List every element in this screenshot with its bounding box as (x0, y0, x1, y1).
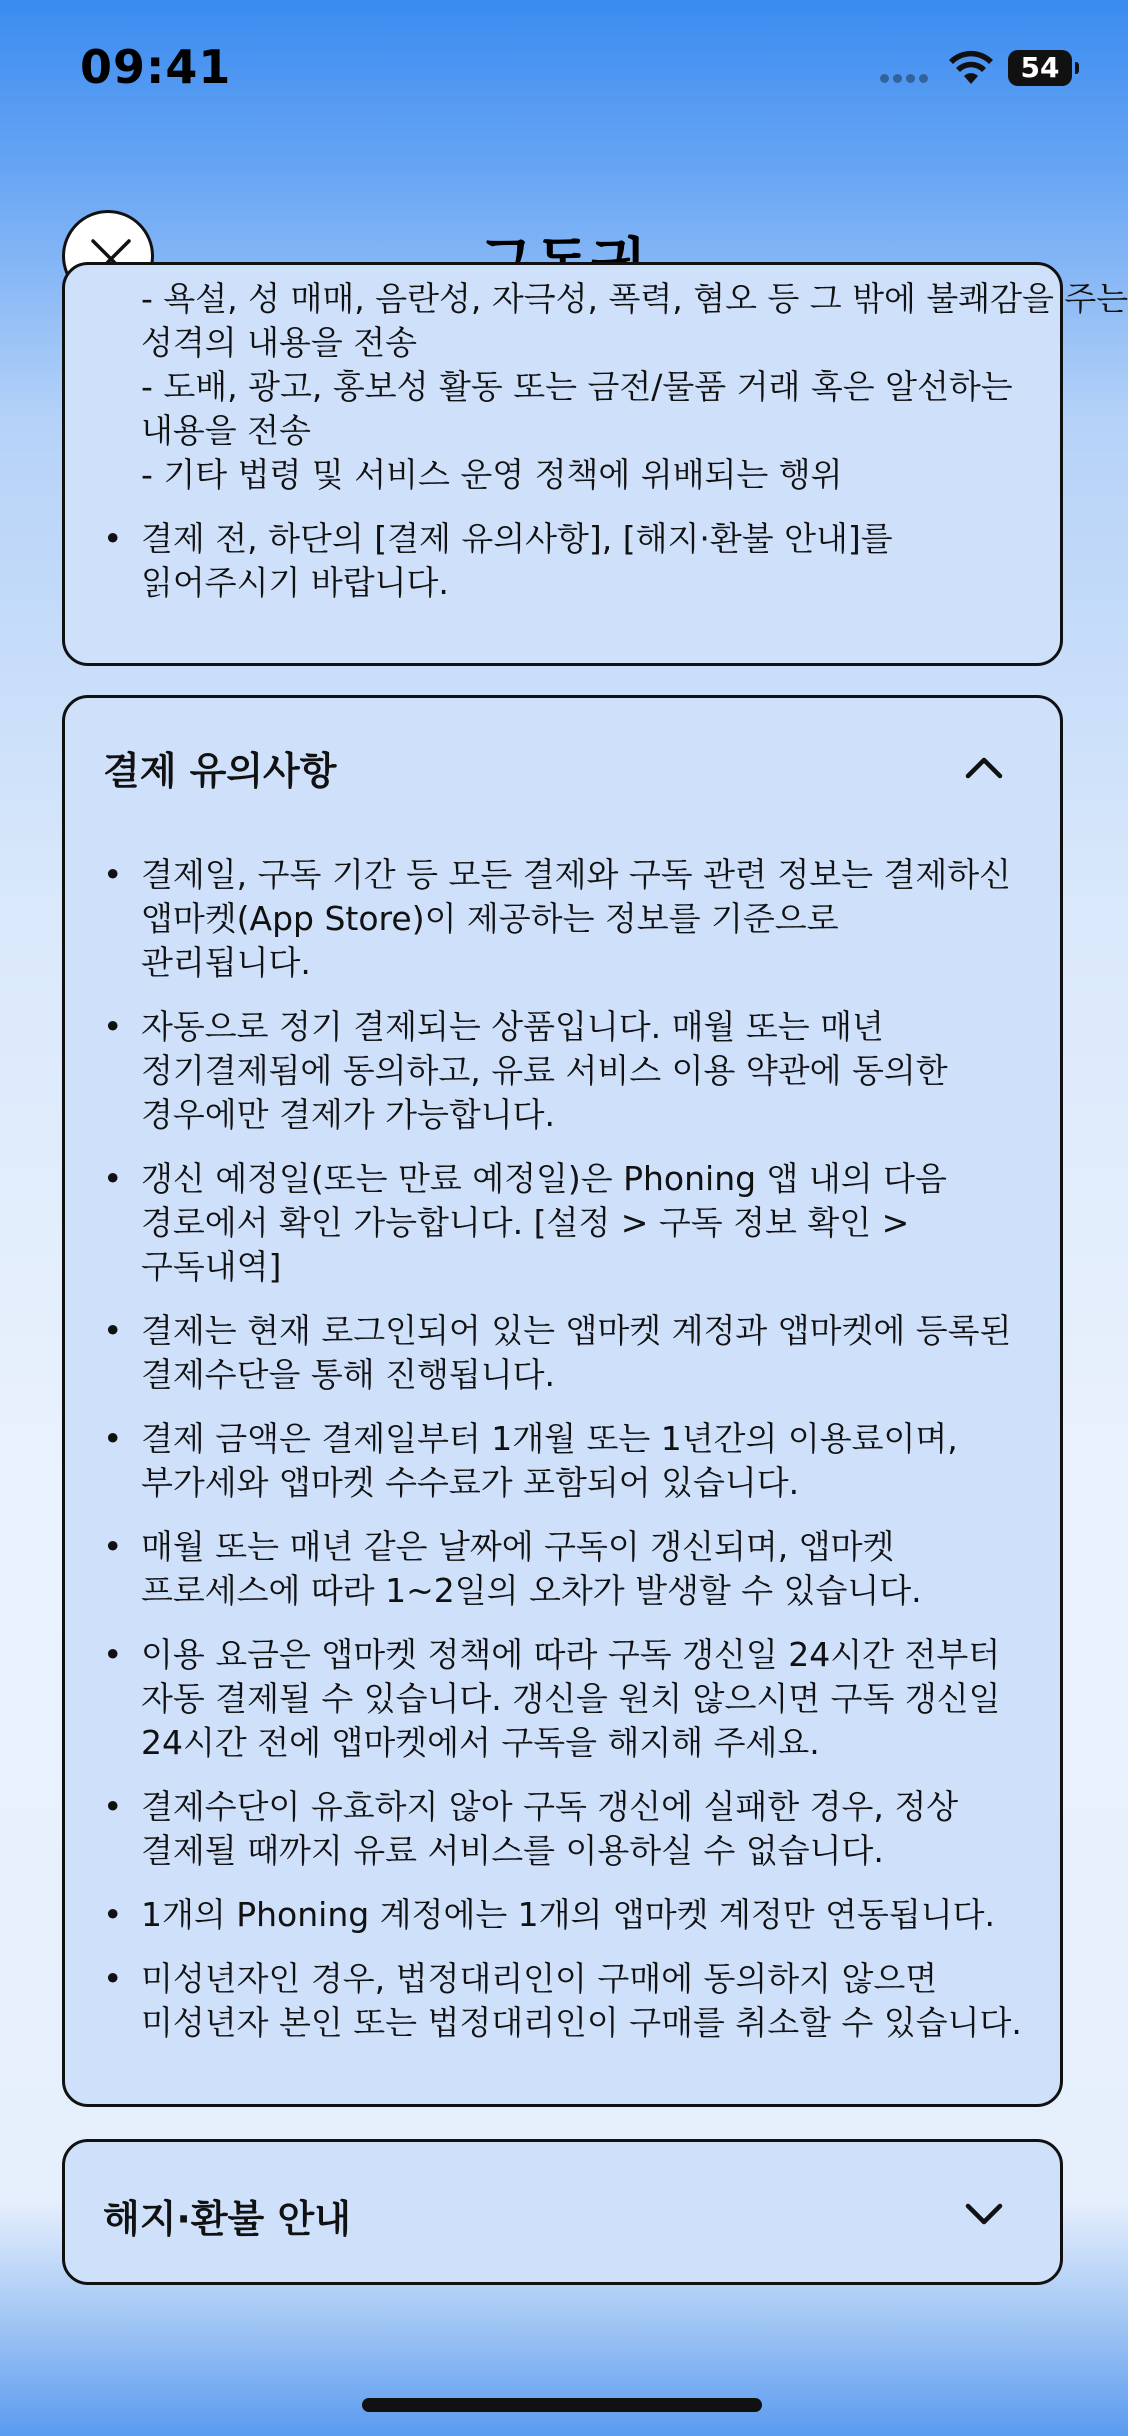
terms-text-line: 읽어주시기 바랍니다. (141, 563, 449, 602)
list-item-line: 정기결제됨에 동의하고, 유료 서비스 이용 약관에 동의한 (141, 1051, 948, 1090)
list-item-line: 이용 요금은 앱마켓 정책에 따라 구독 갱신일 24시간 전부터 (141, 1635, 1001, 1674)
bullet-dot: • (103, 519, 123, 558)
list-item-line: 관리됩니다. (141, 943, 311, 982)
bullet-dot: • (103, 1419, 123, 1458)
terms-text-line: 내용을 전송 (141, 411, 311, 450)
bullet-dot: • (103, 1311, 123, 1350)
list-item-line: 경로에서 확인 가능합니다. [설정 > 구독 정보 확인 > (141, 1203, 910, 1242)
bullet-dot: • (103, 1895, 123, 1934)
list-item-line: 1개의 Phoning 계정에는 1개의 앱마켓 계정만 연동됩니다. (141, 1895, 996, 1934)
list-item-line: 앱마켓(App Store)이 제공하는 정보를 기준으로 (141, 899, 839, 938)
bullet-dot: • (103, 1635, 123, 1674)
list-item-line: 미성년자인 경우, 법정대리인이 구매에 동의하지 않으면 (141, 1959, 938, 1998)
list-item-line: 24시간 전에 앱마켓에서 구독을 해지해 주세요. (141, 1723, 820, 1762)
terms-text-line: - 도배, 광고, 홍보성 활동 또는 금전/물품 거래 혹은 알선하는 (141, 367, 1013, 406)
list-item-line: 프로세스에 따라 1~2일의 오차가 발생할 수 있습니다. (141, 1571, 922, 1610)
status-bar (0, 0, 1125, 140)
bullet-dot: • (103, 1527, 123, 1566)
status-time: 09:41 (80, 40, 232, 94)
cellular-signal-icon (880, 68, 934, 82)
list-item-line: 자동으로 정기 결제되는 상품입니다. 매월 또는 매년 (141, 1007, 884, 1046)
battery-icon: 54 (1008, 50, 1072, 86)
wifi-icon (948, 50, 994, 86)
refund-guide-title[interactable]: 해지·환불 안내 (103, 2197, 351, 2241)
home-indicator[interactable] (362, 2398, 762, 2412)
terms-text-line: - 욕설, 성 매매, 음란성, 자극성, 폭력, 혐오 등 그 밖에 불쾌감을 주는 (141, 279, 1128, 318)
list-item-line: 구독내역] (141, 1247, 282, 1286)
list-item-line: 결제될 때까지 유료 서비스를 이용하실 수 없습니다. (141, 1831, 884, 1870)
scroll-content[interactable] (0, 279, 1128, 2342)
chevron-up-icon[interactable] (964, 754, 1004, 780)
terms-text-line: 성격의 내용을 전송 (141, 323, 418, 362)
list-item-line: 자동 결제될 수 있습니다. 갱신을 원치 않으시면 구독 갱신일 (141, 1679, 1001, 1718)
bullet-dot: • (103, 1159, 123, 1198)
list-item-line: 결제 금액은 결제일부터 1개월 또는 1년간의 이용료이며, (141, 1419, 958, 1458)
bullet-dot: • (103, 1959, 123, 1998)
list-item-line: 부가세와 앱마켓 수수료가 포함되어 있습니다. (141, 1463, 800, 1502)
chevron-down-icon[interactable] (964, 2202, 1004, 2228)
terms-text-line: - 기타 법령 및 서비스 운영 정책에 위배되는 행위 (141, 455, 843, 494)
terms-text-line: 결제 전, 하단의 [결제 유의사항], [해지·환불 안내]를 (141, 519, 893, 558)
list-item-line: 갱신 예정일(또는 만료 예정일)은 Phoning 앱 내의 다음 (141, 1159, 947, 1198)
list-item-line: 미성년자 본인 또는 법정대리인이 구매를 취소할 수 있습니다. (141, 2003, 1022, 2042)
payment-notes-card (62, 695, 1063, 2107)
bullet-dot: • (103, 1787, 123, 1826)
list-item-line: 결제는 현재 로그인되어 있는 앱마켓 계정과 앱마켓에 등록된 (141, 1311, 1012, 1350)
terms-section-card (62, 262, 1128, 666)
list-item-line: 결제수단을 통해 진행됩니다. (141, 1355, 556, 1394)
list-item-line: 결제일, 구독 기간 등 모든 결제와 구독 관련 정보는 결제하신 (141, 855, 1011, 894)
list-item-line: 매월 또는 매년 같은 날짜에 구독이 갱신되며, 앱마켓 (141, 1527, 895, 1566)
bullet-dot: • (103, 1007, 123, 1046)
bullet-dot: • (103, 855, 123, 894)
payment-notes-title[interactable]: 결제 유의사항 (103, 749, 337, 793)
refund-guide-card[interactable] (62, 2139, 1063, 2285)
list-item-line: 결제수단이 유효하지 않아 구독 갱신에 실패한 경우, 정상 (141, 1787, 959, 1826)
list-item-line: 경우에만 결제가 가능합니다. (141, 1095, 556, 1134)
